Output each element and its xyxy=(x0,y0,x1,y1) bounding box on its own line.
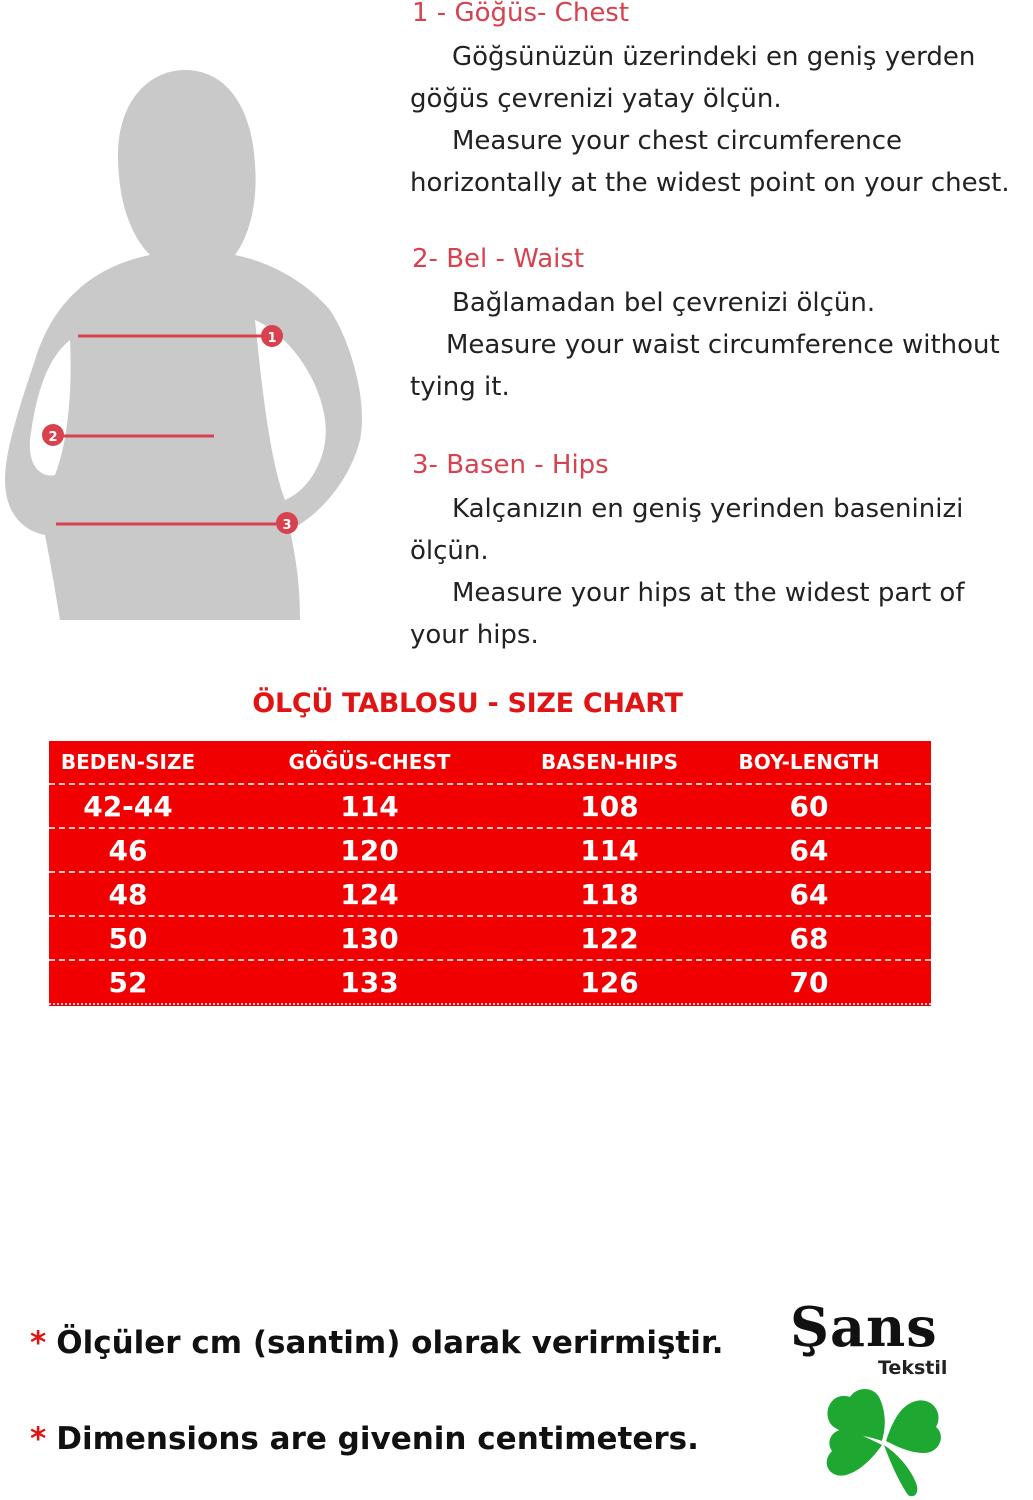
table-header-row xyxy=(49,741,931,785)
cell-chest: 120 xyxy=(340,833,399,867)
hips-title: 3- Basen - Hips xyxy=(412,450,609,480)
marker-1: 1 xyxy=(267,331,277,346)
table-row xyxy=(49,917,931,961)
waist-line-en-2: tying it. xyxy=(410,372,510,402)
note-english-text: Dimensions are givenin centimeters. xyxy=(56,1421,699,1457)
cell-chest: 124 xyxy=(340,877,399,911)
chest-line-en-2: horizontally at the widest point on your chest. xyxy=(410,168,1010,198)
brand-logo xyxy=(790,1295,980,1500)
header-length: BOY-LENGTH xyxy=(738,750,880,774)
hips-line-tr-2: ölçün. xyxy=(410,536,489,566)
header-hips: BASEN-HIPS xyxy=(540,750,679,774)
table-row xyxy=(49,785,931,829)
cell-length: 60 xyxy=(789,789,829,823)
cell-length: 64 xyxy=(789,833,829,867)
waist-title: 2- Bel - Waist xyxy=(412,244,585,274)
clover-icon xyxy=(820,1383,950,1500)
size-chart-table xyxy=(49,741,931,1006)
chest-line-tr-2: göğüs çevrenizi yatay ölçün. xyxy=(410,84,782,114)
cell-size: 48 xyxy=(108,877,148,911)
cell-hips: 126 xyxy=(580,965,639,999)
hips-line-en-1: Measure your hips at the widest part of xyxy=(452,578,965,608)
brand-name: Şans xyxy=(790,1295,938,1359)
marker-3: 3 xyxy=(282,518,292,533)
table-row xyxy=(49,829,931,873)
asterisk-icon: * xyxy=(30,1421,47,1457)
cell-chest: 130 xyxy=(340,921,399,955)
note-turkish xyxy=(30,1325,724,1361)
table-row xyxy=(49,961,931,1005)
asterisk-icon: * xyxy=(30,1325,47,1361)
brand-subtitle: Tekstil xyxy=(878,1357,948,1379)
cell-chest: 133 xyxy=(340,965,399,999)
waist-section xyxy=(410,244,1000,408)
body-silhouette-figure xyxy=(0,60,370,620)
header-size: BEDEN-SIZE xyxy=(60,750,196,774)
chest-title: 1 - Göğüs- Chest xyxy=(412,0,630,28)
size-chart-title: ÖLÇÜ TABLOSU - SIZE CHART xyxy=(252,688,683,719)
table-row xyxy=(49,873,931,917)
chest-section xyxy=(410,0,1010,204)
hips-line-en-2: your hips. xyxy=(410,620,539,650)
hips-section xyxy=(410,450,964,656)
cell-length: 68 xyxy=(789,921,829,955)
cell-size: 42-44 xyxy=(83,789,173,823)
cell-chest: 114 xyxy=(340,789,399,823)
cell-length: 64 xyxy=(789,877,829,911)
waist-line-en-1: Measure your waist circumference without xyxy=(446,330,1000,360)
cell-hips: 118 xyxy=(580,877,639,911)
cell-hips: 122 xyxy=(580,921,639,955)
cell-length: 70 xyxy=(789,965,829,999)
waist-line-tr-1: Bağlamadan bel çevrenizi ölçün. xyxy=(452,288,876,318)
cell-size: 52 xyxy=(108,965,148,999)
hips-line-tr-1: Kalçanızın en geniş yerinden baseninizi xyxy=(452,494,964,524)
chest-line-en-1: Measure your chest circumference xyxy=(452,126,903,156)
cell-size: 46 xyxy=(108,833,148,867)
header-chest: GÖĞÜS-CHEST xyxy=(288,750,451,774)
chest-line-tr-1: Göğsünüzün üzerindeki en geniş yerden xyxy=(452,42,976,72)
marker-2: 2 xyxy=(48,430,58,445)
cell-hips: 108 xyxy=(580,789,639,823)
note-english xyxy=(30,1421,699,1457)
cell-size: 50 xyxy=(108,921,148,955)
cell-hips: 114 xyxy=(580,833,639,867)
note-turkish-text: Ölçüler cm (santim) olarak verirmiştir. xyxy=(56,1325,724,1361)
